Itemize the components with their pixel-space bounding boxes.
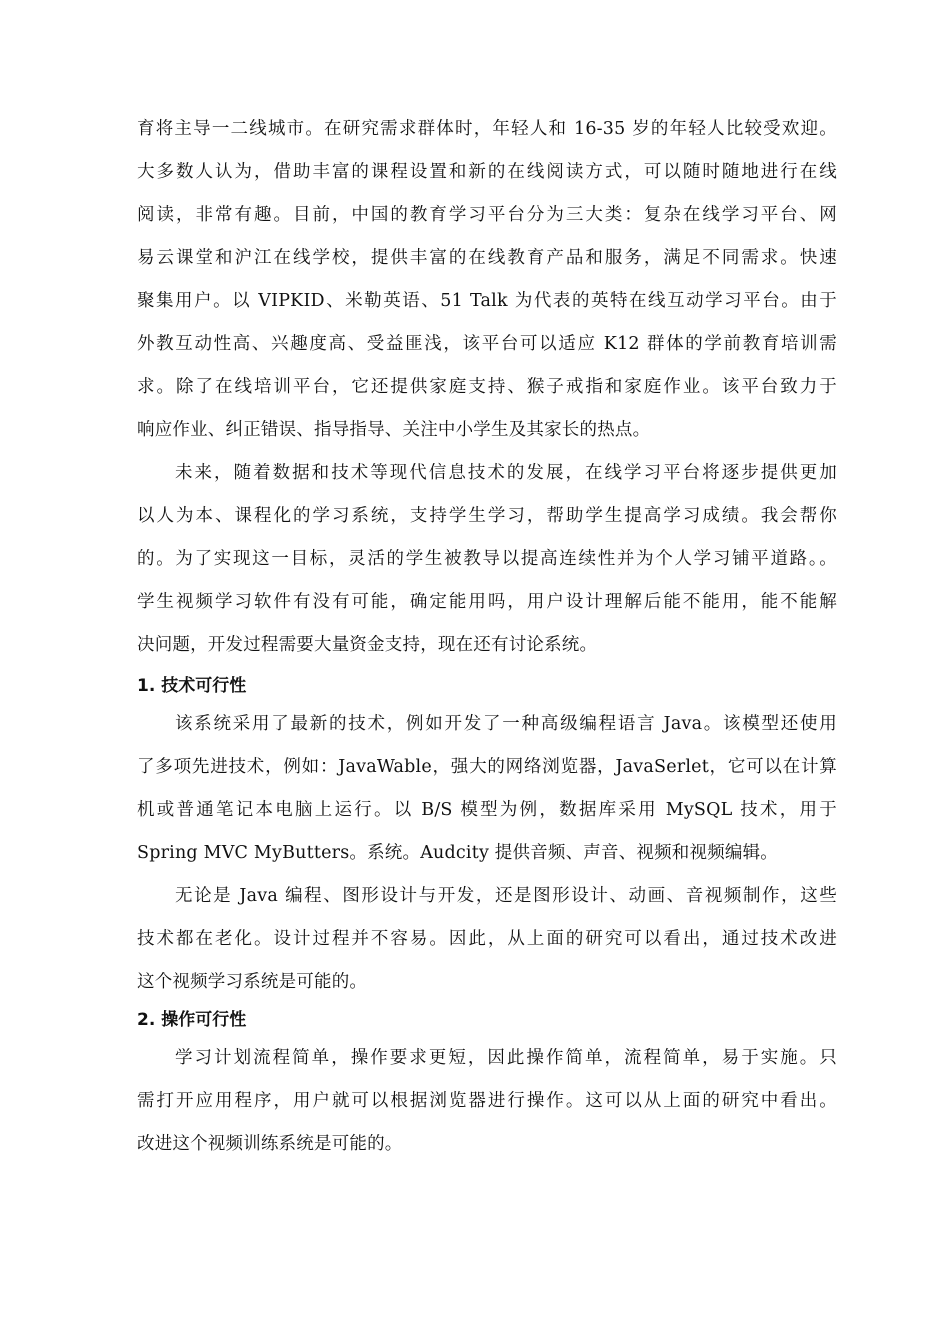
paragraph-line: 了多项先进技术，例如：JavaWable，强大的网络浏览器，JavaSerlet，它可以在计算 bbox=[137, 757, 837, 777]
section-heading-technical-feasibility: 1. 技术可行性 bbox=[137, 676, 247, 696]
paragraph-line: 改进这个视频训练系统是可能的。 bbox=[137, 1134, 403, 1154]
section-heading-operational-feasibility: 2. 操作可行性 bbox=[137, 1010, 247, 1030]
paragraph-line: 聚集用户。以 VIPKID、米勒英语、51 Talk 为代表的英特在线互动学习平台。由于 bbox=[137, 291, 837, 311]
paragraph-line: 大多数人认为，借助丰富的课程设置和新的在线阅读方式，可以随时随地进行在线 bbox=[137, 162, 837, 182]
paragraph-line: 技术都在老化。设计过程并不容易。因此，从上面的研究可以看出，通过技术改进 bbox=[137, 929, 837, 949]
paragraph-line: 未来，随着数据和技术等现代信息技术的发展，在线学习平台将逐步提供更加 bbox=[175, 463, 837, 483]
paragraph-line: 外教互动性高、兴趣度高、受益匪浅，该平台可以适应 K12 群体的学前教育培训需 bbox=[137, 334, 837, 354]
paragraph-line: 的。为了实现这一目标，灵活的学生被教导以提高连续性并为个人学习铺平道路。。 bbox=[137, 549, 837, 569]
paragraph-line: 响应作业、纠正错误、指导指导、关注中小学生及其家长的热点。 bbox=[137, 420, 651, 440]
paragraph-line: 需打开应用程序，用户就可以根据浏览器进行操作。这可以从上面的研究中看出。 bbox=[137, 1091, 837, 1111]
paragraph-line: 机或普通笔记本电脑上运行。以 B/S 模型为例，数据库采用 MySQL 技术，用于 bbox=[137, 800, 837, 820]
paragraph-line: 该系统采用了最新的技术，例如开发了一种高级编程语言 Java。该模型还使用 bbox=[175, 714, 837, 734]
paragraph-line: 无论是 Java 编程、图形设计与开发，还是图形设计、动画、音视频制作，这些 bbox=[175, 886, 837, 906]
paragraph-line: 育将主导一二线城市。在研究需求群体时，年轻人和 16-35 岁的年轻人比较受欢迎。 bbox=[137, 119, 837, 139]
paragraph-line: 学习计划流程简单，操作要求更短，因此操作简单，流程简单，易于实施。只 bbox=[175, 1048, 837, 1068]
paragraph-line: 求。除了在线培训平台，它还提供家庭支持、猴子戒指和家庭作业。该平台致力于 bbox=[137, 377, 837, 397]
paragraph-line: 学生视频学习软件有没有可能，确定能用吗，用户设计理解后能不能用，能不能解 bbox=[137, 592, 837, 612]
paragraph-line: 以人为本、课程化的学习系统，支持学生学习，帮助学生提高学习成绩。我会帮你 bbox=[137, 506, 837, 526]
paragraph-line: 这个视频学习系统是可能的。 bbox=[137, 972, 368, 992]
paragraph-line: 易云课堂和沪江在线学校，提供丰富的在线教育产品和服务，满足不同需求。快速 bbox=[137, 248, 837, 268]
paragraph-line: Spring MVC MyButters。系统。Audcity 提供音频、声音、视频和视频编辑。 bbox=[137, 843, 778, 863]
paragraph-line: 决问题，开发过程需要大量资金支持，现在还有讨论系统。 bbox=[137, 635, 598, 655]
paragraph-line: 阅读，非常有趣。目前，中国的教育学习平台分为三大类：复杂在线学习平台、网 bbox=[137, 205, 837, 225]
